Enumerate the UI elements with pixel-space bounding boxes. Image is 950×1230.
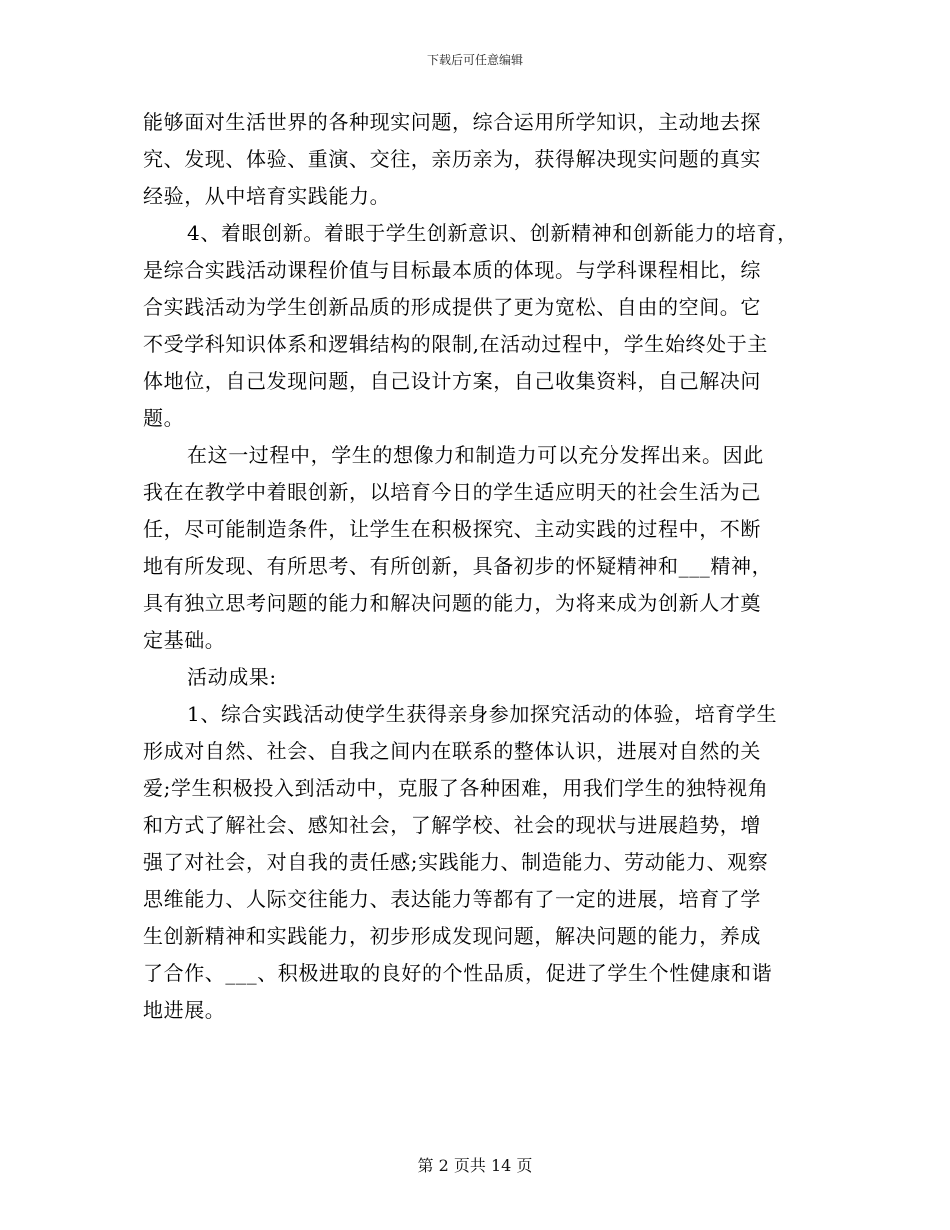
body-line: 地进展。	[143, 998, 226, 1022]
document-body	[143, 104, 808, 1029]
body-line: 定基础。	[143, 628, 226, 652]
page-number: 第 2 页共 14 页	[417, 1156, 533, 1175]
body-line: 强了对社会，对自我的责任感;实践能力、制造能力、劳动能力、观察	[143, 850, 769, 874]
body-line: 爱;学生积极投入到活动中，克服了各种困难，用我们学生的独特视角	[143, 776, 769, 800]
body-line: 任，尽可能制造条件，让学生在积极探究、主动实践的过程中，不断	[143, 517, 761, 541]
body-line: 了合作、___、积极进取的良好的个性品质，促进了学生个性健康和谐	[143, 961, 773, 985]
body-line: 和方式了解社会、感知社会，了解学校、社会的现状与进展趋势，增	[143, 813, 761, 837]
body-line: 究、发现、体验、重演、交往，亲历亲为，获得解决现实问题的真实	[143, 147, 761, 171]
body-line: 思维能力、人际交往能力、表达能力等都有了一定的进展，培育了学	[143, 887, 761, 911]
paragraph-start-line: 1、综合实践活动使学生获得亲身参加探究活动的体验，培育学生	[187, 702, 778, 726]
body-line: 是综合实践活动课程价值与目标最本质的体现。与学科课程相比，综	[143, 258, 761, 282]
body-line: 具有独立思考问题的能力和解决问题的能力，为将来成为创新人才奠	[143, 591, 761, 615]
paragraph-start-line: 在这一过程中，学生的想像力和制造力可以充分发挥出来。因此	[187, 443, 764, 467]
body-line: 生创新精神和实践能力，初步形成发现问题，解决问题的能力，养成	[143, 924, 761, 948]
section-heading: 活动成果:	[187, 665, 277, 689]
body-line: 经验，从中培育实践能力。	[143, 184, 391, 208]
paragraph-start-line: 4、着眼创新。着眼于学生创新意识、创新精神和创新能力的培育，	[187, 221, 798, 245]
body-line: 我在在教学中着眼创新，以培育今日的学生适应明天的社会生活为己	[143, 480, 761, 504]
body-line: 能够面对生活世界的各种现实问题，综合运用所学知识，主动地去探	[143, 110, 761, 134]
body-line: 合实践活动为学生创新品质的形成提供了更为宽松、自由的空间。它	[143, 295, 761, 319]
body-line: 地有所发现、有所思考、有所创新，具备初步的怀疑精神和___精神，	[143, 554, 773, 578]
body-line: 体地位，自己发现问题，自己设计方案，自己收集资料，自己解决问	[143, 369, 761, 393]
body-line: 形成对自然、社会、自我之间内在联系的整体认识，进展对自然的关	[143, 739, 761, 763]
body-line: 不受学科知识体系和逻辑结构的限制,在活动过程中，学生始终处于主	[143, 332, 768, 356]
body-line: 题。	[143, 406, 185, 430]
page-header: 下载后可任意编辑	[426, 53, 523, 67]
